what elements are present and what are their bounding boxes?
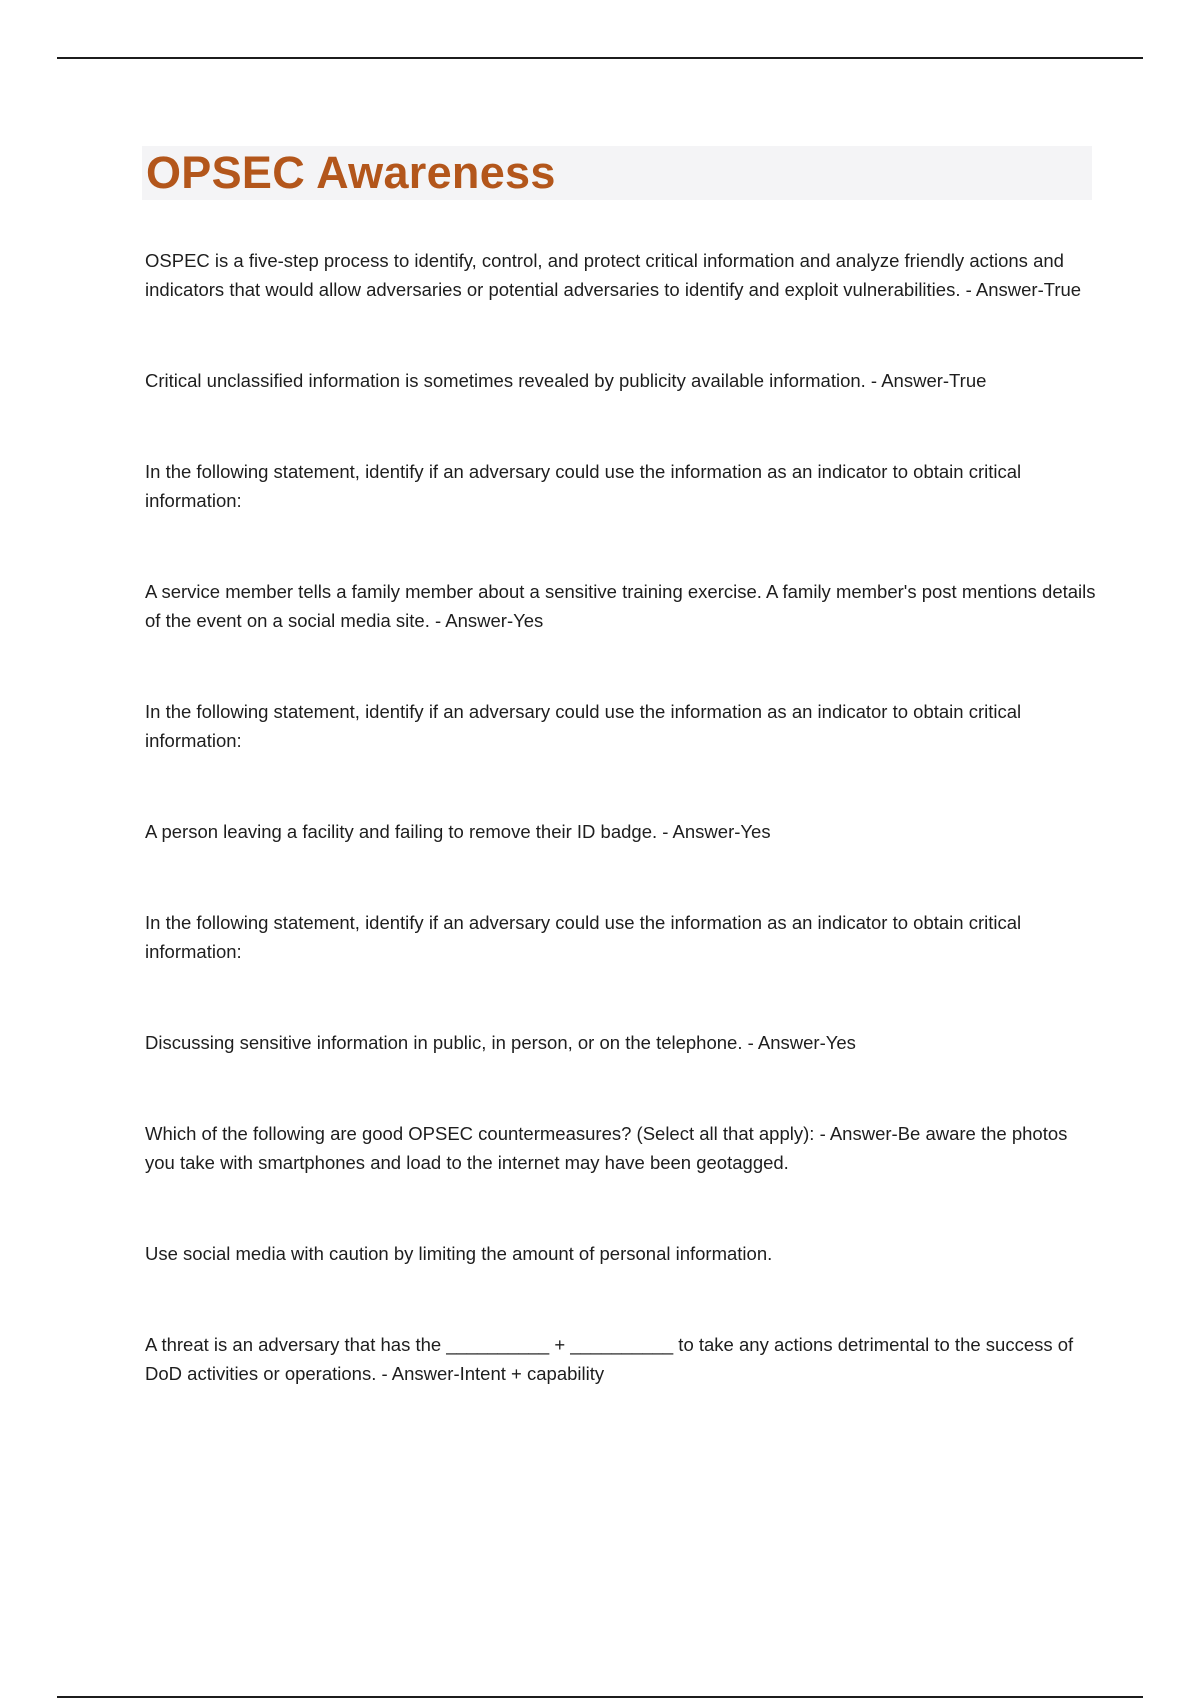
bottom-rule: [57, 1696, 1143, 1698]
paragraph: A person leaving a facility and failing to remove their ID badge. - Answer-Yes: [145, 821, 771, 842]
paragraph: In the following statement, identify if an adversary could use the information as an indicator to obtain critical information:: [145, 461, 1022, 511]
paragraph: In the following statement, identify if an adversary could use the information as an indicator to obtain critical information:: [145, 912, 1022, 962]
top-rule: [57, 57, 1143, 59]
paragraph: Discussing sensitive information in public, in person, or on the telephone. - Answer-Yes: [145, 1032, 856, 1053]
paragraph: Which of the following are good OPSEC countermeasures? (Select all that apply): - Answer-Be aware the photos you take with smartphones and load to the internet may have been geotagged.: [145, 1123, 1068, 1173]
title-band: [142, 146, 1092, 200]
paragraph: Use social media with caution by limiting the amount of personal information.: [145, 1243, 773, 1264]
title-section: [142, 146, 1092, 200]
paragraph: A threat is an adversary that has the __________ + __________ to take any actions detrimental to the success of DoD activities or operations. - Answer-Intent + capability: [145, 1334, 1074, 1384]
paragraph: OSPEC is a five-step process to identify, control, and protect critical information and analyze friendly actions and indicators that would allow adversaries or potential adversaries to identify and exploit vulnerabilities. - Answer-True: [145, 250, 1082, 300]
paragraph: Critical unclassified information is sometimes revealed by publicity available information. - Answer-True: [145, 370, 987, 391]
paragraph: In the following statement, identify if an adversary could use the information as an indicator to obtain critical information:: [145, 701, 1022, 751]
page-title: OPSEC Awareness: [146, 147, 556, 198]
paragraph: A service member tells a family member about a sensitive training exercise. A family member's post mentions details of the event on a social media site. - Answer-Yes: [145, 581, 1096, 631]
document-body: [145, 246, 1100, 1450]
